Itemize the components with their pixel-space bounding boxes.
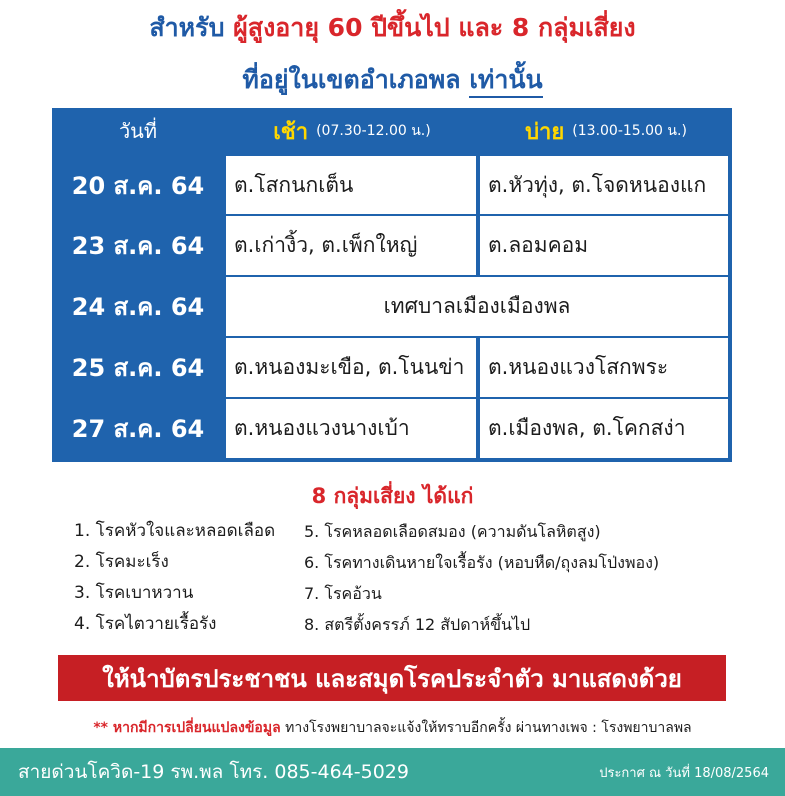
list-item: 8. สตรีตั้งครรภ์ 12 สัปดาห์ขึ้นไป (304, 615, 531, 634)
row-2-morning: ต.เก่างิ้ว, ต.เพ็กใหญ่ (226, 216, 476, 275)
list-item: 2. โรคมะเร็ง (74, 552, 169, 572)
list-item: 4. โรคไตวายเรื้อรัง (74, 614, 217, 634)
list-item: 5. โรคหลอดเลือดสมอง (ความดันโลหิตสูง) (304, 522, 601, 541)
header-target-group: ผู้สูงอายุ 60 ปีขึ้นไป และ 8 กลุ่มเสี่ยง (233, 13, 636, 42)
risk-groups-title: 8 กลุ่มเสี่ยง ได้แก่ (311, 484, 474, 508)
row-5-afternoon: ต.เมืองพล, ต.โคกสง่า (480, 399, 728, 458)
change-note (0, 717, 785, 739)
list-item: 6. โรคทางเดินหายใจเรื้อรัง (หอบหืด/ถุงลมโป่งพอง) (304, 553, 660, 572)
announcement-date: ประกาศ ณ วันที่ 18/08/2564 (599, 765, 769, 781)
note-text: ทางโรงพยาบาลจะแจ้งให้ทราบอีกครั้ง ผ่านทางเพจ : โรงพยาบาลพล (285, 720, 692, 736)
risk-groups-right-list (304, 516, 659, 640)
header-only: เท่านั้น (469, 65, 542, 98)
afternoon-time: (13.00-15.00 น.) (572, 123, 687, 139)
list-item: 7. โรคอ้วน (304, 584, 382, 603)
table-header-afternoon (480, 108, 732, 154)
risk-groups-left-list (74, 516, 275, 640)
table-header-date (52, 108, 224, 154)
morning-time: (07.30-12.00 น.) (316, 123, 431, 139)
row-2-afternoon: ต.ลอมคอม (480, 216, 728, 275)
list-item: 1. โรคหัวใจและหลอดเลือด (74, 521, 276, 541)
footer-bar (0, 748, 785, 796)
row-5-morning: ต.หนองแวงนางเบ้า (226, 399, 476, 458)
header-for: สำหรับ (149, 13, 225, 42)
morning-label: เช้า (273, 119, 309, 145)
date-header-label: วันที่ (118, 119, 158, 143)
table-header-morning (228, 108, 476, 154)
row-1-afternoon: ต.หัวทุ่ง, ต.โจดหนองแก (480, 156, 728, 214)
header-area: ที่อยู่ในเขตอำเภอพล (242, 65, 461, 94)
header-line-2 (0, 60, 785, 100)
list-item: 3. โรคเบาหวาน (74, 583, 194, 603)
bring-documents-banner: ให้นำบัตรประชาชน และสมุดโรคประจำตัว มาแสดงด้วย (58, 655, 726, 701)
row-1-date: 20 ส.ค. 64 (71, 171, 205, 200)
row-5-date: 27 ส.ค. 64 (71, 415, 205, 443)
row-4-morning: ต.หนองมะเขือ, ต.โนนข่า (226, 338, 476, 397)
row-4-date: 25 ส.ค. 64 (71, 354, 205, 382)
row-2-date: 23 ส.ค. 64 (71, 232, 205, 260)
row-1-morning: ต.โสกนกเต็น (226, 156, 476, 214)
row-3-merged: เทศบาลเมืองเมืองพล (226, 277, 728, 336)
afternoon-label: บ่าย (525, 119, 565, 145)
schedule-table (52, 108, 732, 462)
header-line-1 (0, 8, 785, 48)
covid-hotline: สายด่วนโควิด-19 รพ.พล โทร. 085-464-5029 (18, 761, 409, 783)
row-3-date: 24 ส.ค. 64 (71, 293, 205, 321)
row-4-afternoon: ต.หนองแวงโสกพระ (480, 338, 728, 397)
note-prefix: ** หากมีการเปลี่ยนแปลงข้อมูล (93, 720, 281, 736)
